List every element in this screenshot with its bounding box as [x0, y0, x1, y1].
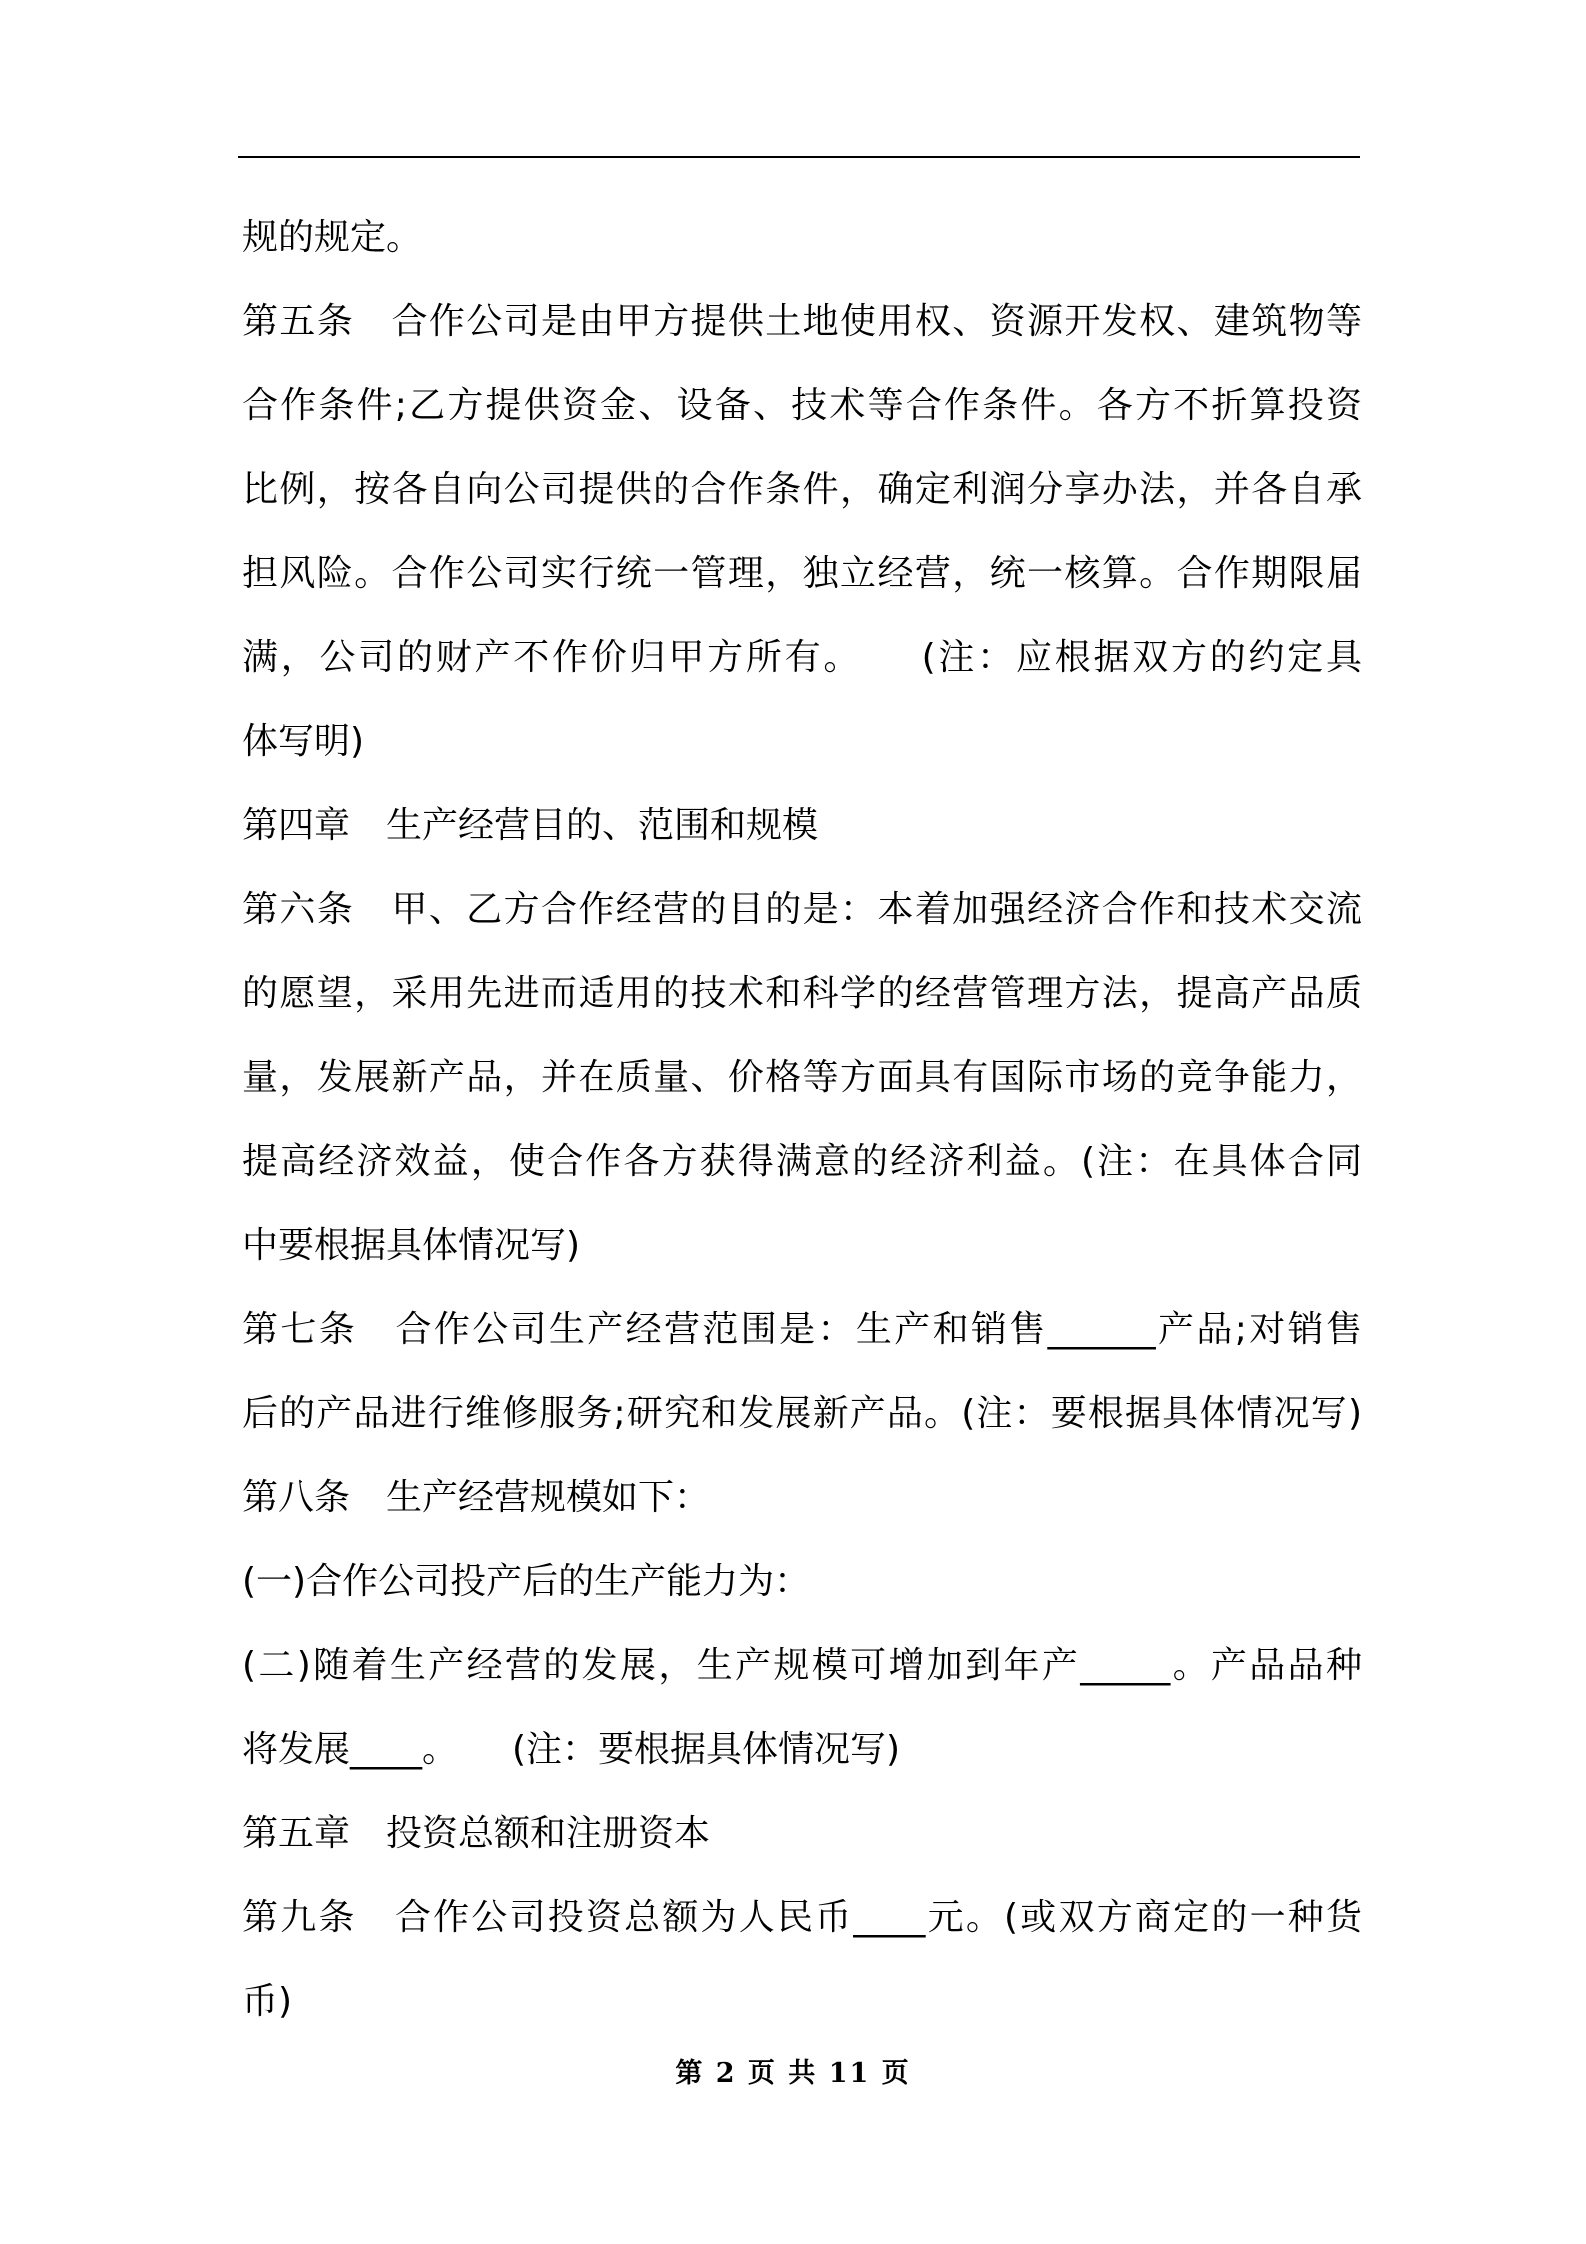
text-line: 第五条 合作公司是由甲方提供土地使用权、资源开发权、建筑物等 — [242, 301, 1362, 342]
chapter-heading: 第五章 投资总额和注册资本 — [242, 1813, 711, 1854]
header-rule — [238, 156, 1360, 158]
text-line: 币) — [242, 1981, 293, 2022]
text-line: 中要根据具体情况写) — [242, 1225, 581, 1266]
text-line: 体写明) — [242, 721, 365, 762]
text-line: 规的规定。 — [242, 217, 423, 258]
text-line: 满，公司的财产不作价归甲方所有。 (注：应根据双方的约定具 — [242, 637, 1362, 678]
text-line: 量，发展新产品，并在质量、价格等方面具有国际市场的竞争能力， — [242, 1057, 1362, 1098]
text-line: 合作条件;乙方提供资金、设备、技术等合作条件。各方不折算投资 — [242, 385, 1362, 426]
text-line: 将发展____。 (注：要根据具体情况写) — [242, 1729, 901, 1770]
text-line: 比例，按各自向公司提供的合作条件，确定利润分享办法，并各自承 — [242, 469, 1362, 510]
text-line: (一)合作公司投产后的生产能力为： — [242, 1561, 811, 1602]
text-line: 担风险。合作公司实行统一管理，独立经营，统一核算。合作期限届 — [242, 553, 1362, 594]
text-line: 的愿望，采用先进而适用的技术和科学的经营管理方法，提高产品质 — [242, 973, 1362, 1014]
page-number-footer: 第 2 页 共 11 页 — [675, 2058, 911, 2089]
chapter-heading: 第四章 生产经营目的、范围和规模 — [242, 805, 819, 846]
text-line: 第七条 合作公司生产经营范围是：生产和销售______产品;对销售 — [242, 1309, 1362, 1350]
text-line: 后的产品进行维修服务;研究和发展新产品。(注：要根据具体情况写) — [242, 1393, 1362, 1434]
document-body — [242, 196, 1362, 2044]
text-line: 第八条 生产经营规模如下： — [242, 1477, 711, 1518]
text-line: 第九条 合作公司投资总额为人民币____元。(或双方商定的一种货 — [242, 1897, 1362, 1938]
text-line: 第六条 甲、乙方合作经营的目的是：本着加强经济合作和技术交流 — [242, 889, 1362, 930]
text-line: 提高经济效益，使合作各方获得满意的经济利益。(注：在具体合同 — [242, 1141, 1362, 1182]
text-line: (二)随着生产经营的发展，生产规模可增加到年产_____。产品品种 — [242, 1645, 1362, 1686]
